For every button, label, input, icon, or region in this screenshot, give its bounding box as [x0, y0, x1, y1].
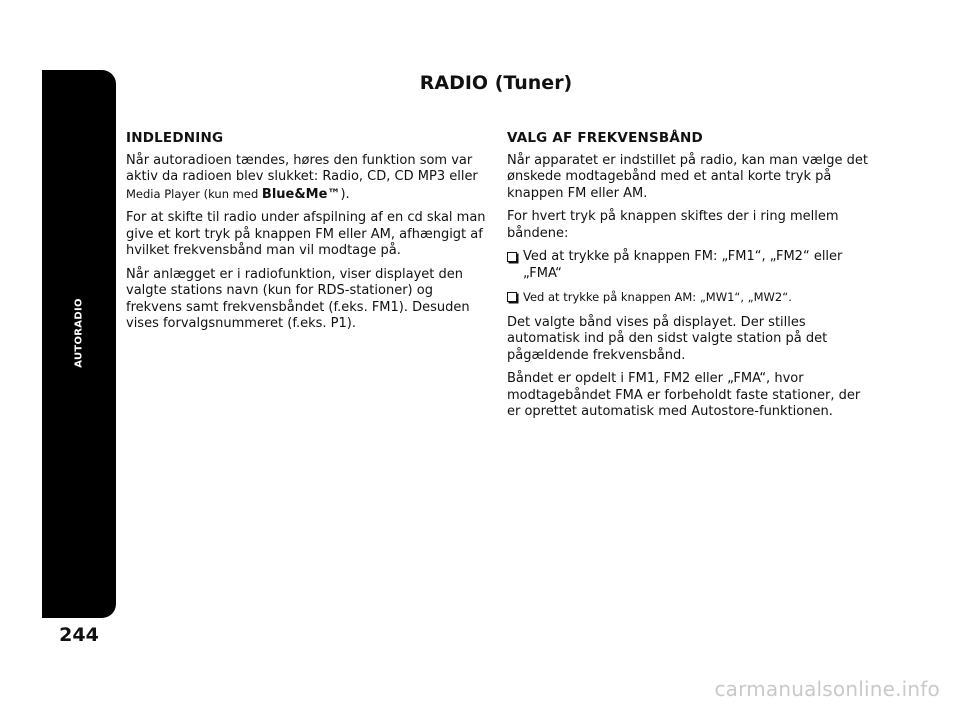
paragraph: [126, 153, 488, 204]
list-item-text: Ved at trykke på knappen AM: „MW1“, „MW2“.: [523, 290, 792, 304]
page-number: 244: [59, 624, 99, 646]
brand-name: Blue&Me™: [261, 186, 341, 202]
right-column: [507, 128, 875, 428]
section-heading-introduction: INDLEDNING: [126, 130, 224, 146]
list-item: [507, 249, 875, 282]
paragraph-text: Når autoradioen tændes, høres den funktion som var aktiv da radioen blev slukket: Radio, CD, CD MP3 eller: [126, 152, 478, 184]
paragraph: Det valgte bånd vises på displayet. Der stilles automatisk ind på den sidst valgte station på det pågældende frekvensbånd.: [507, 314, 828, 363]
paragraph: For hvert tryk på knappen skiftes der i ring mellem båndene:: [507, 209, 839, 241]
checkbox-bullet-icon: [507, 289, 523, 308]
paragraph: For at skifte til radio under afspilning af en cd skal man give et kort tryk på knappen FM eller AM, afhængigt af hvilket frekvensbånd man vil modtage på.: [126, 210, 486, 258]
list-item: [507, 289, 875, 308]
left-column: [126, 128, 488, 340]
paragraph-text: ).: [340, 186, 350, 202]
paragraph: Når apparatet er indstillet på radio, kan man vælge det ønskede modtagebånd med et antal korte tryk på knappen FM eller AM.: [507, 152, 868, 201]
watermark: carmanualsonline.info: [714, 677, 940, 701]
paragraph: Når anlægget er i radiofunktion, viser displayet den valgte stations navn (kun for RDS-stationer) og frekvens samt frekvensbåndet (f.eks. FM1). Desuden vises forvalgsnummeret (f.eks. P1).: [126, 266, 470, 331]
paragraph-text-small: Media Player (kun med: [126, 186, 262, 201]
list-item-text: Ved at trykke på knappen FM: „FM1“, „FM2“ eller „FMA“: [523, 249, 843, 281]
checkbox-bullet-icon: [507, 249, 523, 282]
section-heading-band-selection: VALG AF FREKVENSBÅND: [507, 130, 703, 146]
page-title: RADIO (Tuner): [419, 72, 573, 94]
paragraph: Båndet er opdelt i FM1, FM2 eller „FMA“, hvor modtagebåndet FMA er forbeholdt faste stationer, der er oprettet automatisk med Autostore-funktionen.: [507, 371, 861, 419]
side-tab-label: AUTORADIO: [73, 298, 85, 368]
